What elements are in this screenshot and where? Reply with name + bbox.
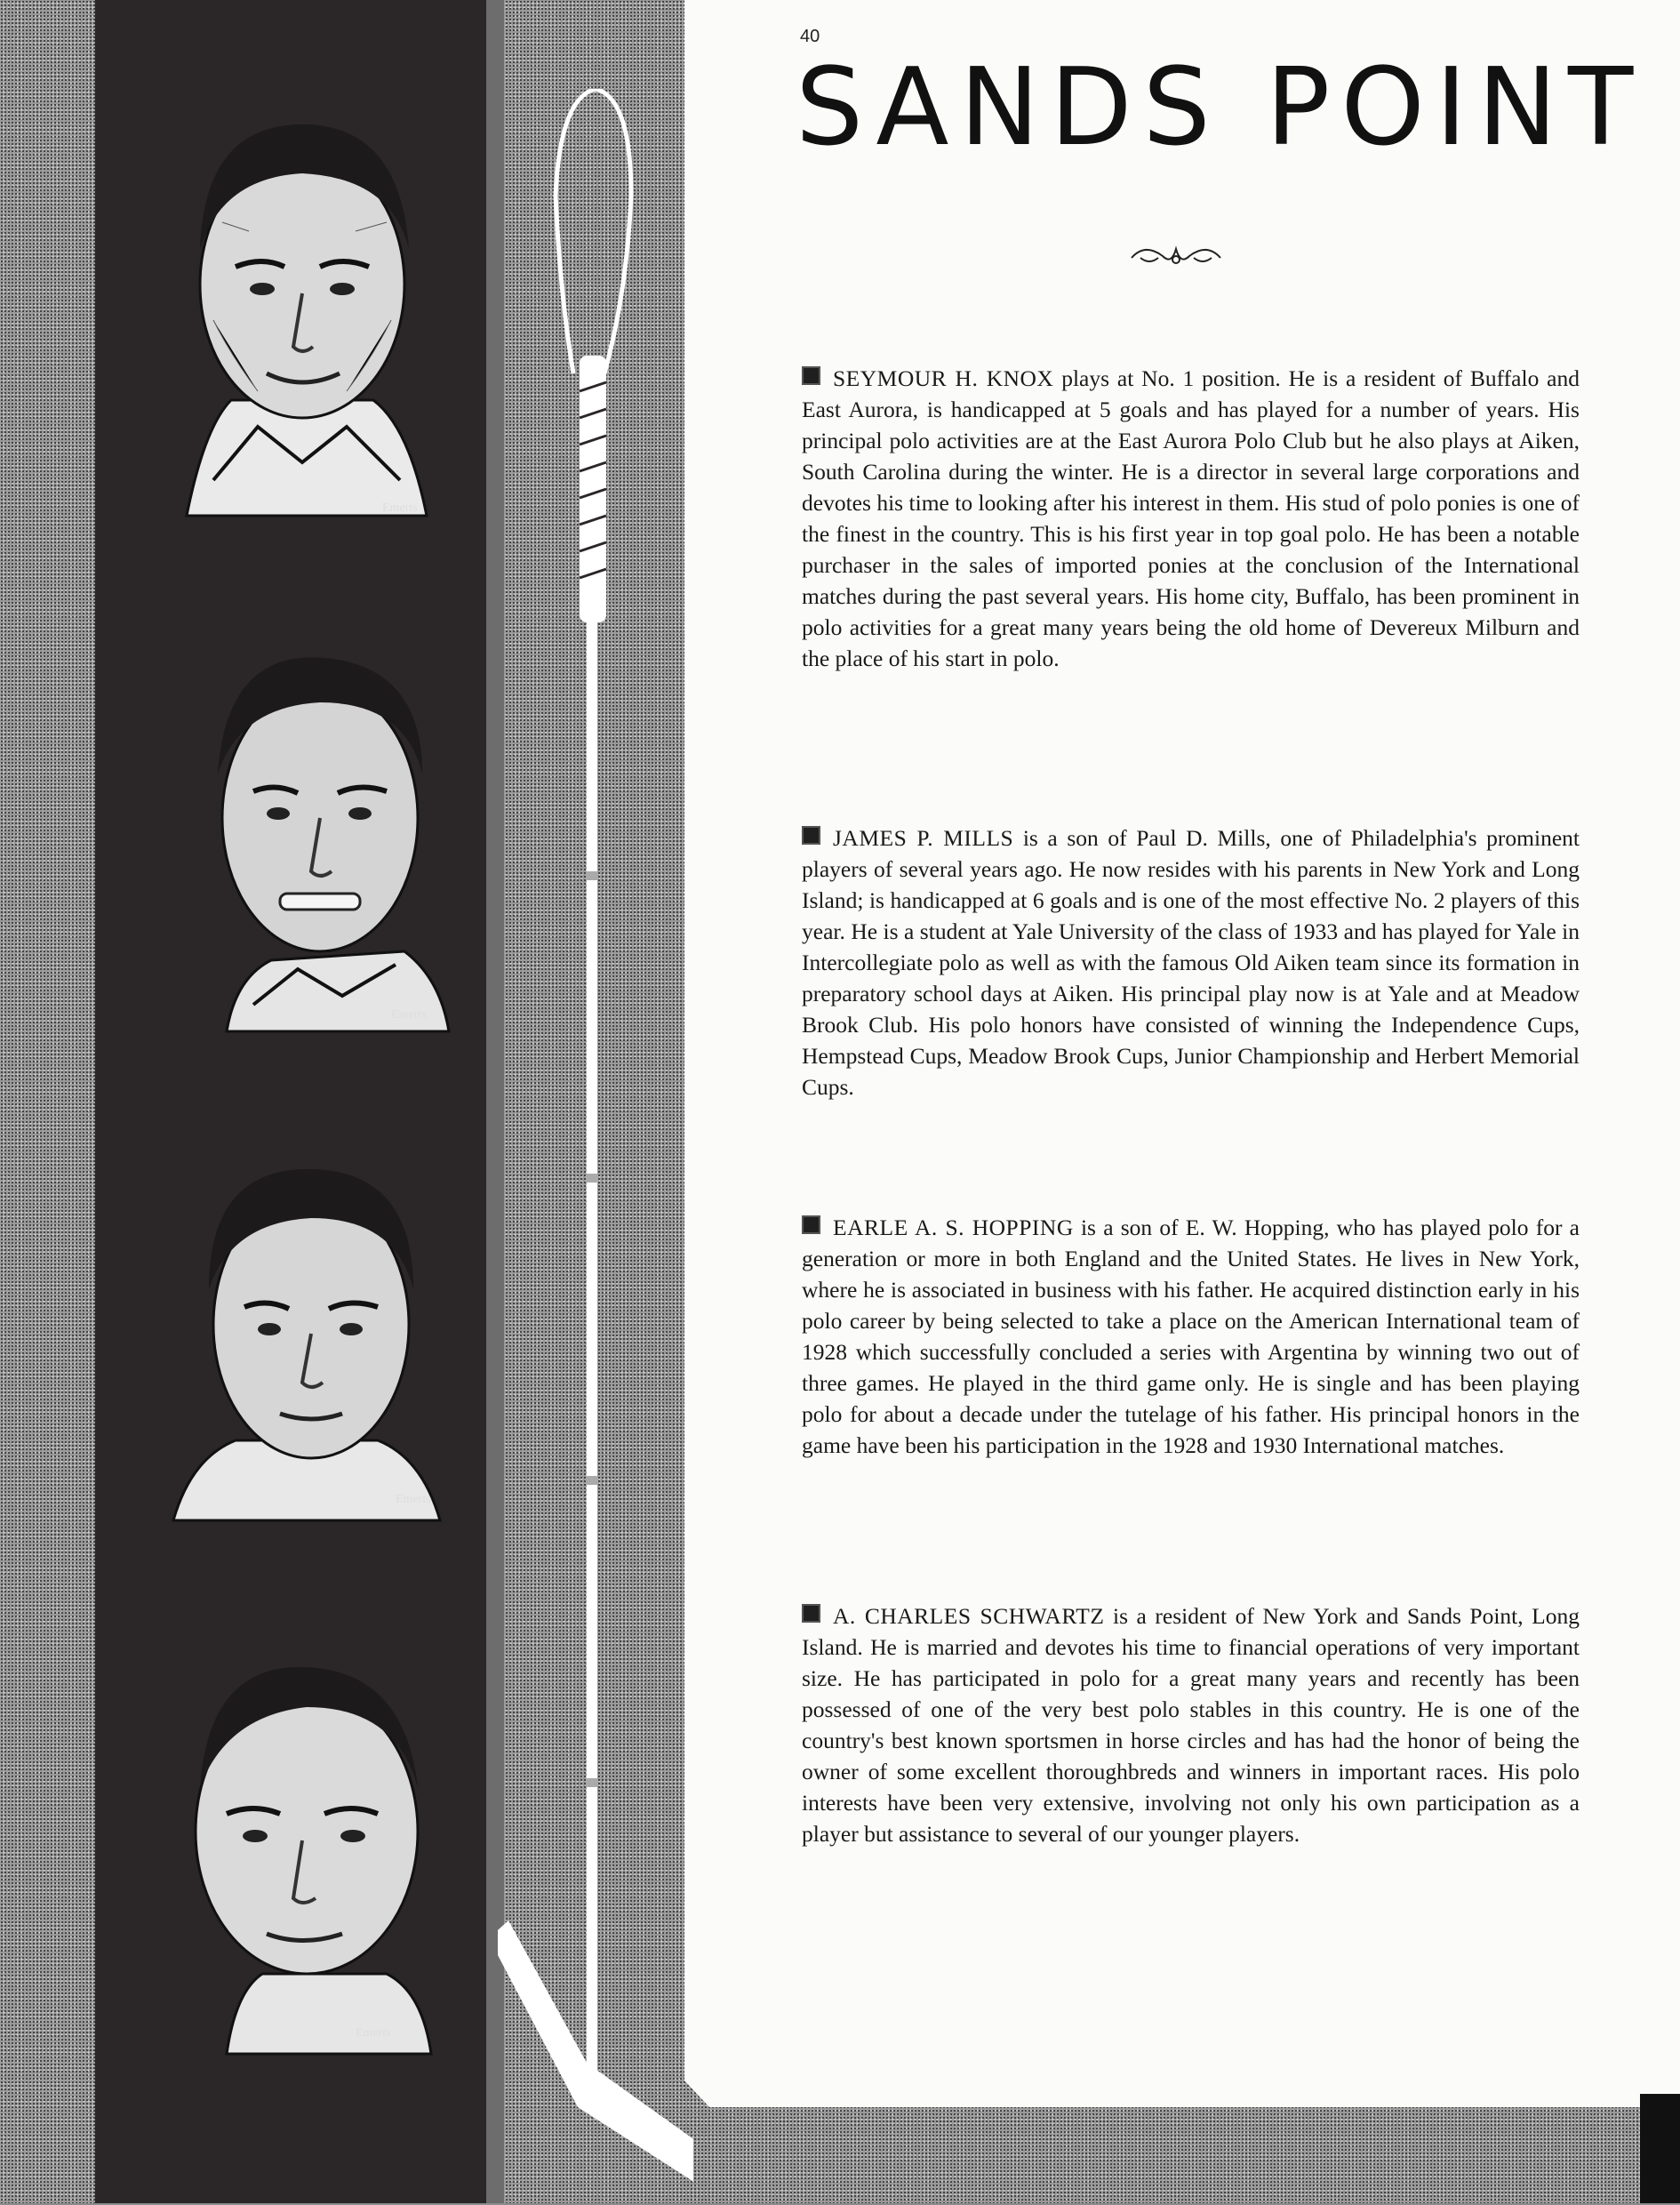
square-bullet-icon: [802, 1604, 820, 1623]
signature: Emerts: [396, 1493, 431, 1506]
entry-text: is a son of Paul D. Mills, one of Philadelphia's prominent players of several years ago. He now resides with his parents in New York and Long Island; is handicapped at 6 goals and is one of the most effective No. 2 players of this year. He is a student at Yale University of the class of 1933 and has played for Yale in Intercollegiate polo as well as with the famous Old Aiken team since its formation in preparatory school days at Aiken. His principal play now is at Yale and at Meadow Brook Club. His polo honors have consisted of winning the Independence Cups, Hempstead Cups, Meadow Brook Cups, Junior Championship and Herbert Memorial Cups.: [802, 825, 1580, 1100]
polo-mallet-illustration: [498, 89, 693, 2205]
portrait-mills: [164, 622, 467, 1040]
entry-name: EARLE A. S. HOPPING: [833, 1215, 1074, 1240]
square-bullet-icon: [802, 366, 820, 385]
entry-text: is a son of E. W. Hopping, who has played polo for a generation or more in both England and the United States. He lives in New York, where he is associated in business with his father. He acquired distinction early in his polo career by being selected to take a place on the American International team of 1928 which successfully concluded a series with Argentina by winning two out of three games. He played in the third game only. He is single and has been playing polo for about a decade under the tutelage of his father. His principal honors in the game have been his participation in the 1928 and 1930 International matches.: [802, 1215, 1580, 1458]
entry-name: A. CHARLES SCHWARTZ: [833, 1603, 1105, 1629]
signature: Emerts: [382, 501, 418, 515]
entry-text: is a resident of New York and Sands Point, Long Island. He is married and devotes his time to financial operations of very important size. He has participated in polo for a great many years and recently has been possessed of one of the very best polo stables in this country. He is one of the country's best known sportsmen in horse circles and has had the honor of being the owner of some excellent thoroughbreds and winners in important races. His polo interests have been very extensive, involving not only his own participation as a player but assistance to several of our younger players.: [802, 1603, 1580, 1847]
black-corner-tab: [1640, 2094, 1680, 2203]
entry-mills: [802, 822, 1580, 1102]
entry-name: SEYMOUR H. KNOX: [833, 365, 1054, 391]
signature: Emerts: [356, 2026, 391, 2040]
signature: Emerts: [391, 1008, 427, 1022]
flourish-ornament-icon: [1127, 238, 1225, 274]
page-title: SANDS POINT: [796, 46, 1644, 170]
portrait-schwartz: [156, 1645, 458, 2063]
square-bullet-icon: [802, 1215, 820, 1234]
entry-hopping: [802, 1212, 1580, 1461]
square-bullet-icon: [802, 826, 820, 845]
entry-schwartz: [802, 1600, 1580, 1849]
portrait-hopping: [156, 1147, 458, 1529]
portrait-knox: [151, 89, 453, 533]
entry-knox: [802, 363, 1580, 674]
entry-name: JAMES P. MILLS: [833, 825, 1014, 851]
entry-text: plays at No. 1 position. He is a resident of Buffalo and East Aurora, is handicapped at 5 goals and has played for a number of years. His principal polo activities are at the East Aurora Polo Club but he also plays at Aiken, South Carolina during the winter. He is a director in several large corporations and devotes his time to looking after his interest in them. His stud of polo ponies is one of the finest in the country. This is his first year in top goal polo. He has been a notable purchaser in the sales of imported ponies at the conclusion of the International matches during the past several years. His home city, Buffalo, has been prominent in polo activities for a great many years being the old home of Devereux Milburn and the place of his start in polo.: [802, 365, 1580, 671]
page-number: 40: [800, 27, 820, 46]
